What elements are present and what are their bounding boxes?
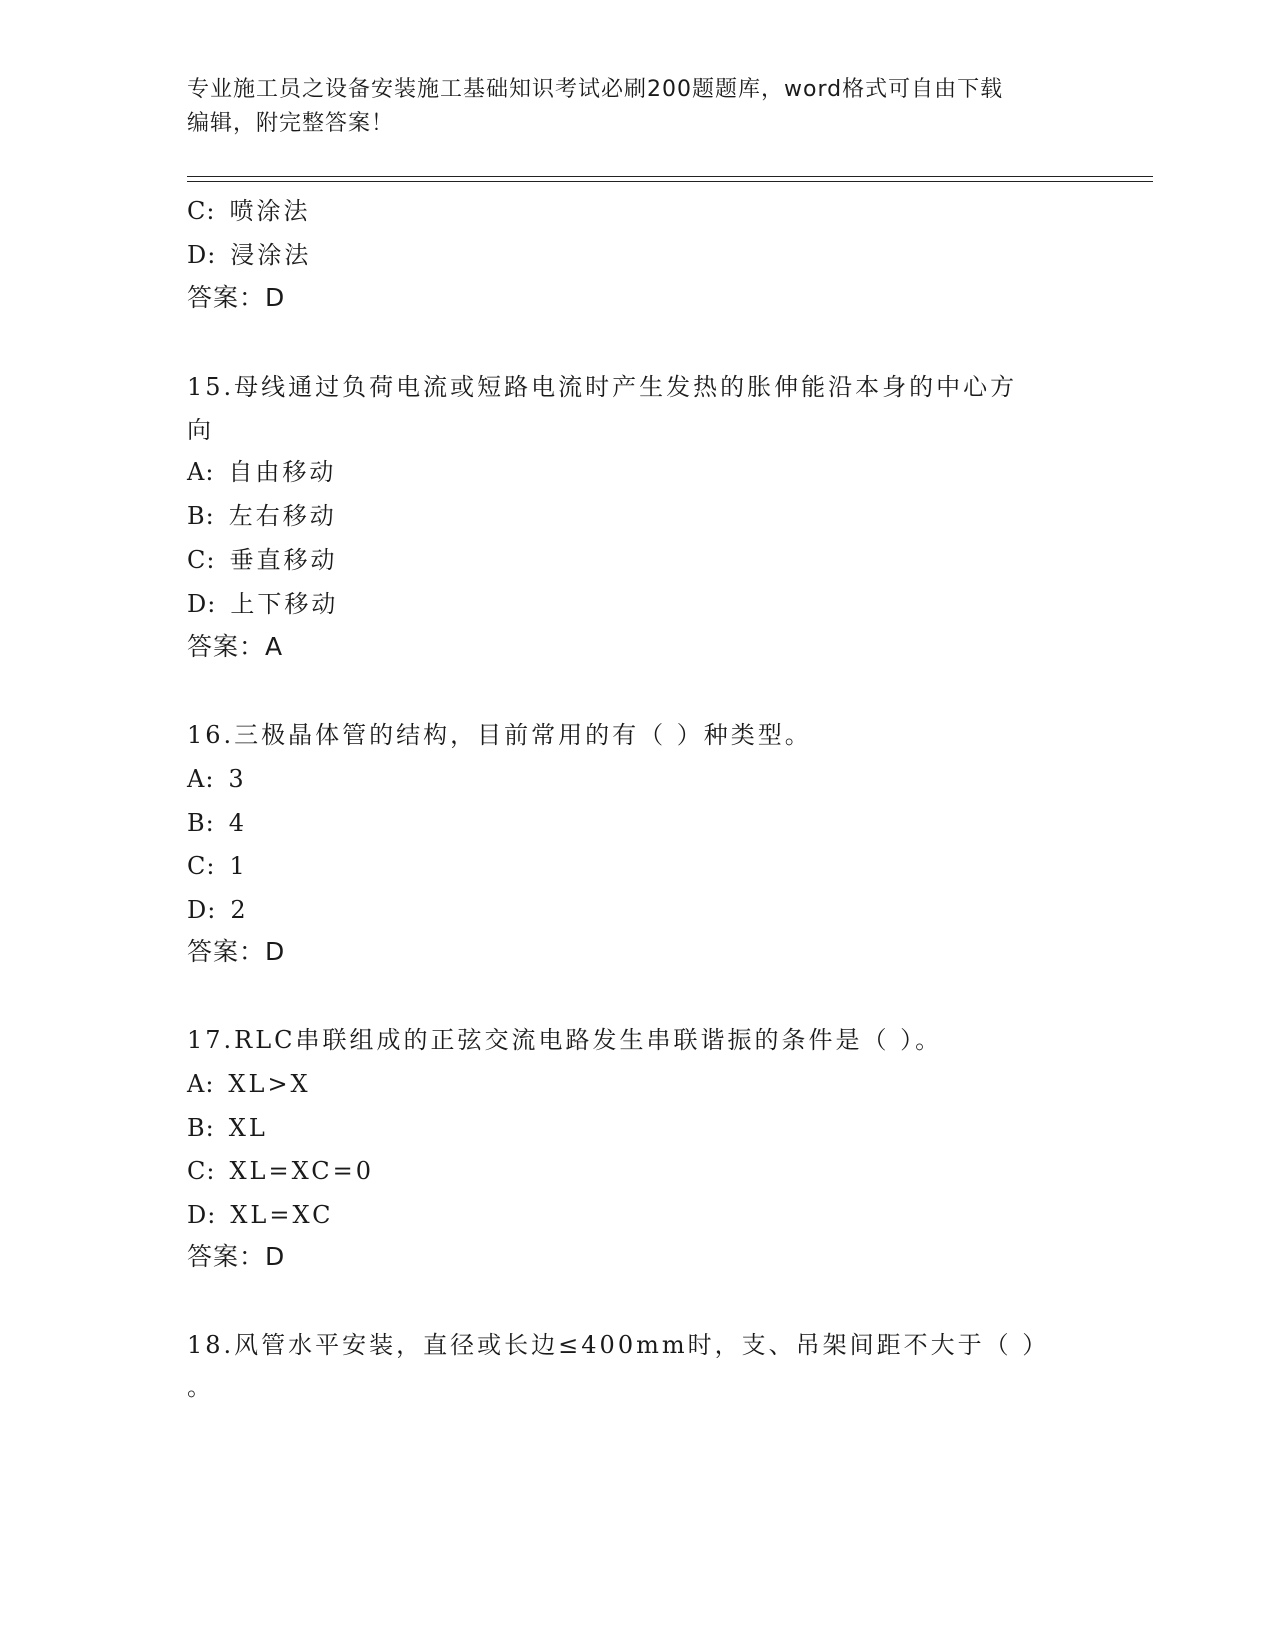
option-a	[187, 457, 336, 487]
option-label: A:	[187, 458, 215, 486]
question-18-stem: 18.风管水平安装，直径或长边≤400mm时，支、吊架间距不大于（ ）	[187, 1331, 1050, 1359]
option-c	[187, 545, 337, 575]
option-label: D:	[187, 896, 217, 924]
option-label: C:	[187, 546, 216, 574]
option-c	[187, 196, 310, 226]
option-label: B:	[187, 809, 215, 837]
option-b	[187, 808, 247, 838]
option-b	[187, 501, 337, 531]
answer-line: 答案：A	[187, 632, 284, 661]
option-text: 1	[229, 852, 248, 880]
option-d	[187, 895, 249, 925]
option-d	[187, 589, 338, 619]
option-text: 4	[228, 809, 248, 837]
option-b	[187, 1113, 268, 1143]
option-text: 3	[228, 765, 247, 793]
answer-line: 答案：D	[187, 283, 286, 312]
header-rule-bottom	[187, 181, 1153, 182]
option-text: XL=XC	[230, 1201, 334, 1229]
option-text: XL	[228, 1114, 268, 1142]
answer-line: 答案：D	[187, 1242, 286, 1271]
header-line-1: 专业施工员之设备安装施工基础知识考试必刷200题题库，word格式可自由下载	[187, 77, 1004, 102]
question-17-stem: 17.RLC串联组成的正弦交流电路发生串联谐振的条件是（ ）。	[187, 1026, 943, 1054]
option-c	[187, 851, 248, 881]
question-18-stem-continued: 。	[187, 1373, 214, 1401]
option-label: A:	[187, 765, 215, 793]
option-label: C:	[187, 197, 216, 225]
option-d	[187, 240, 311, 270]
option-text: 上下移动	[230, 590, 339, 618]
page-header	[187, 73, 1067, 141]
option-a	[187, 1069, 311, 1099]
option-label: A:	[187, 1070, 215, 1098]
option-a	[187, 764, 247, 794]
option-d	[187, 1200, 334, 1230]
option-text: XL>X	[228, 1070, 311, 1098]
option-label: C:	[187, 852, 216, 880]
answer-line: 答案：D	[187, 937, 286, 966]
option-label: D:	[187, 1201, 217, 1229]
option-label: B:	[187, 1114, 215, 1142]
option-label: C:	[187, 1157, 216, 1185]
option-label: B:	[187, 502, 215, 530]
option-text: 垂直移动	[229, 546, 338, 574]
header-rule-top	[187, 176, 1153, 177]
option-label: D:	[187, 590, 217, 618]
option-text: XL=XC=0	[229, 1157, 374, 1185]
option-label: D:	[187, 241, 217, 269]
question-16-stem: 16.三极晶体管的结构，目前常用的有（ ）种类型。	[187, 721, 812, 749]
header-line-2: 编辑，附完整答案！	[187, 111, 395, 136]
option-text: 自由移动	[228, 458, 337, 486]
question-15-stem: 15.母线通过负荷电流或短路电流时产生发热的胀伸能沿本身的中心方	[187, 373, 1018, 401]
option-c	[187, 1156, 374, 1186]
option-text: 喷涂法	[229, 197, 311, 225]
option-text: 浸涂法	[230, 241, 312, 269]
question-15-stem-continued: 向	[187, 416, 214, 444]
option-text: 2	[230, 896, 249, 924]
option-text: 左右移动	[228, 502, 337, 530]
